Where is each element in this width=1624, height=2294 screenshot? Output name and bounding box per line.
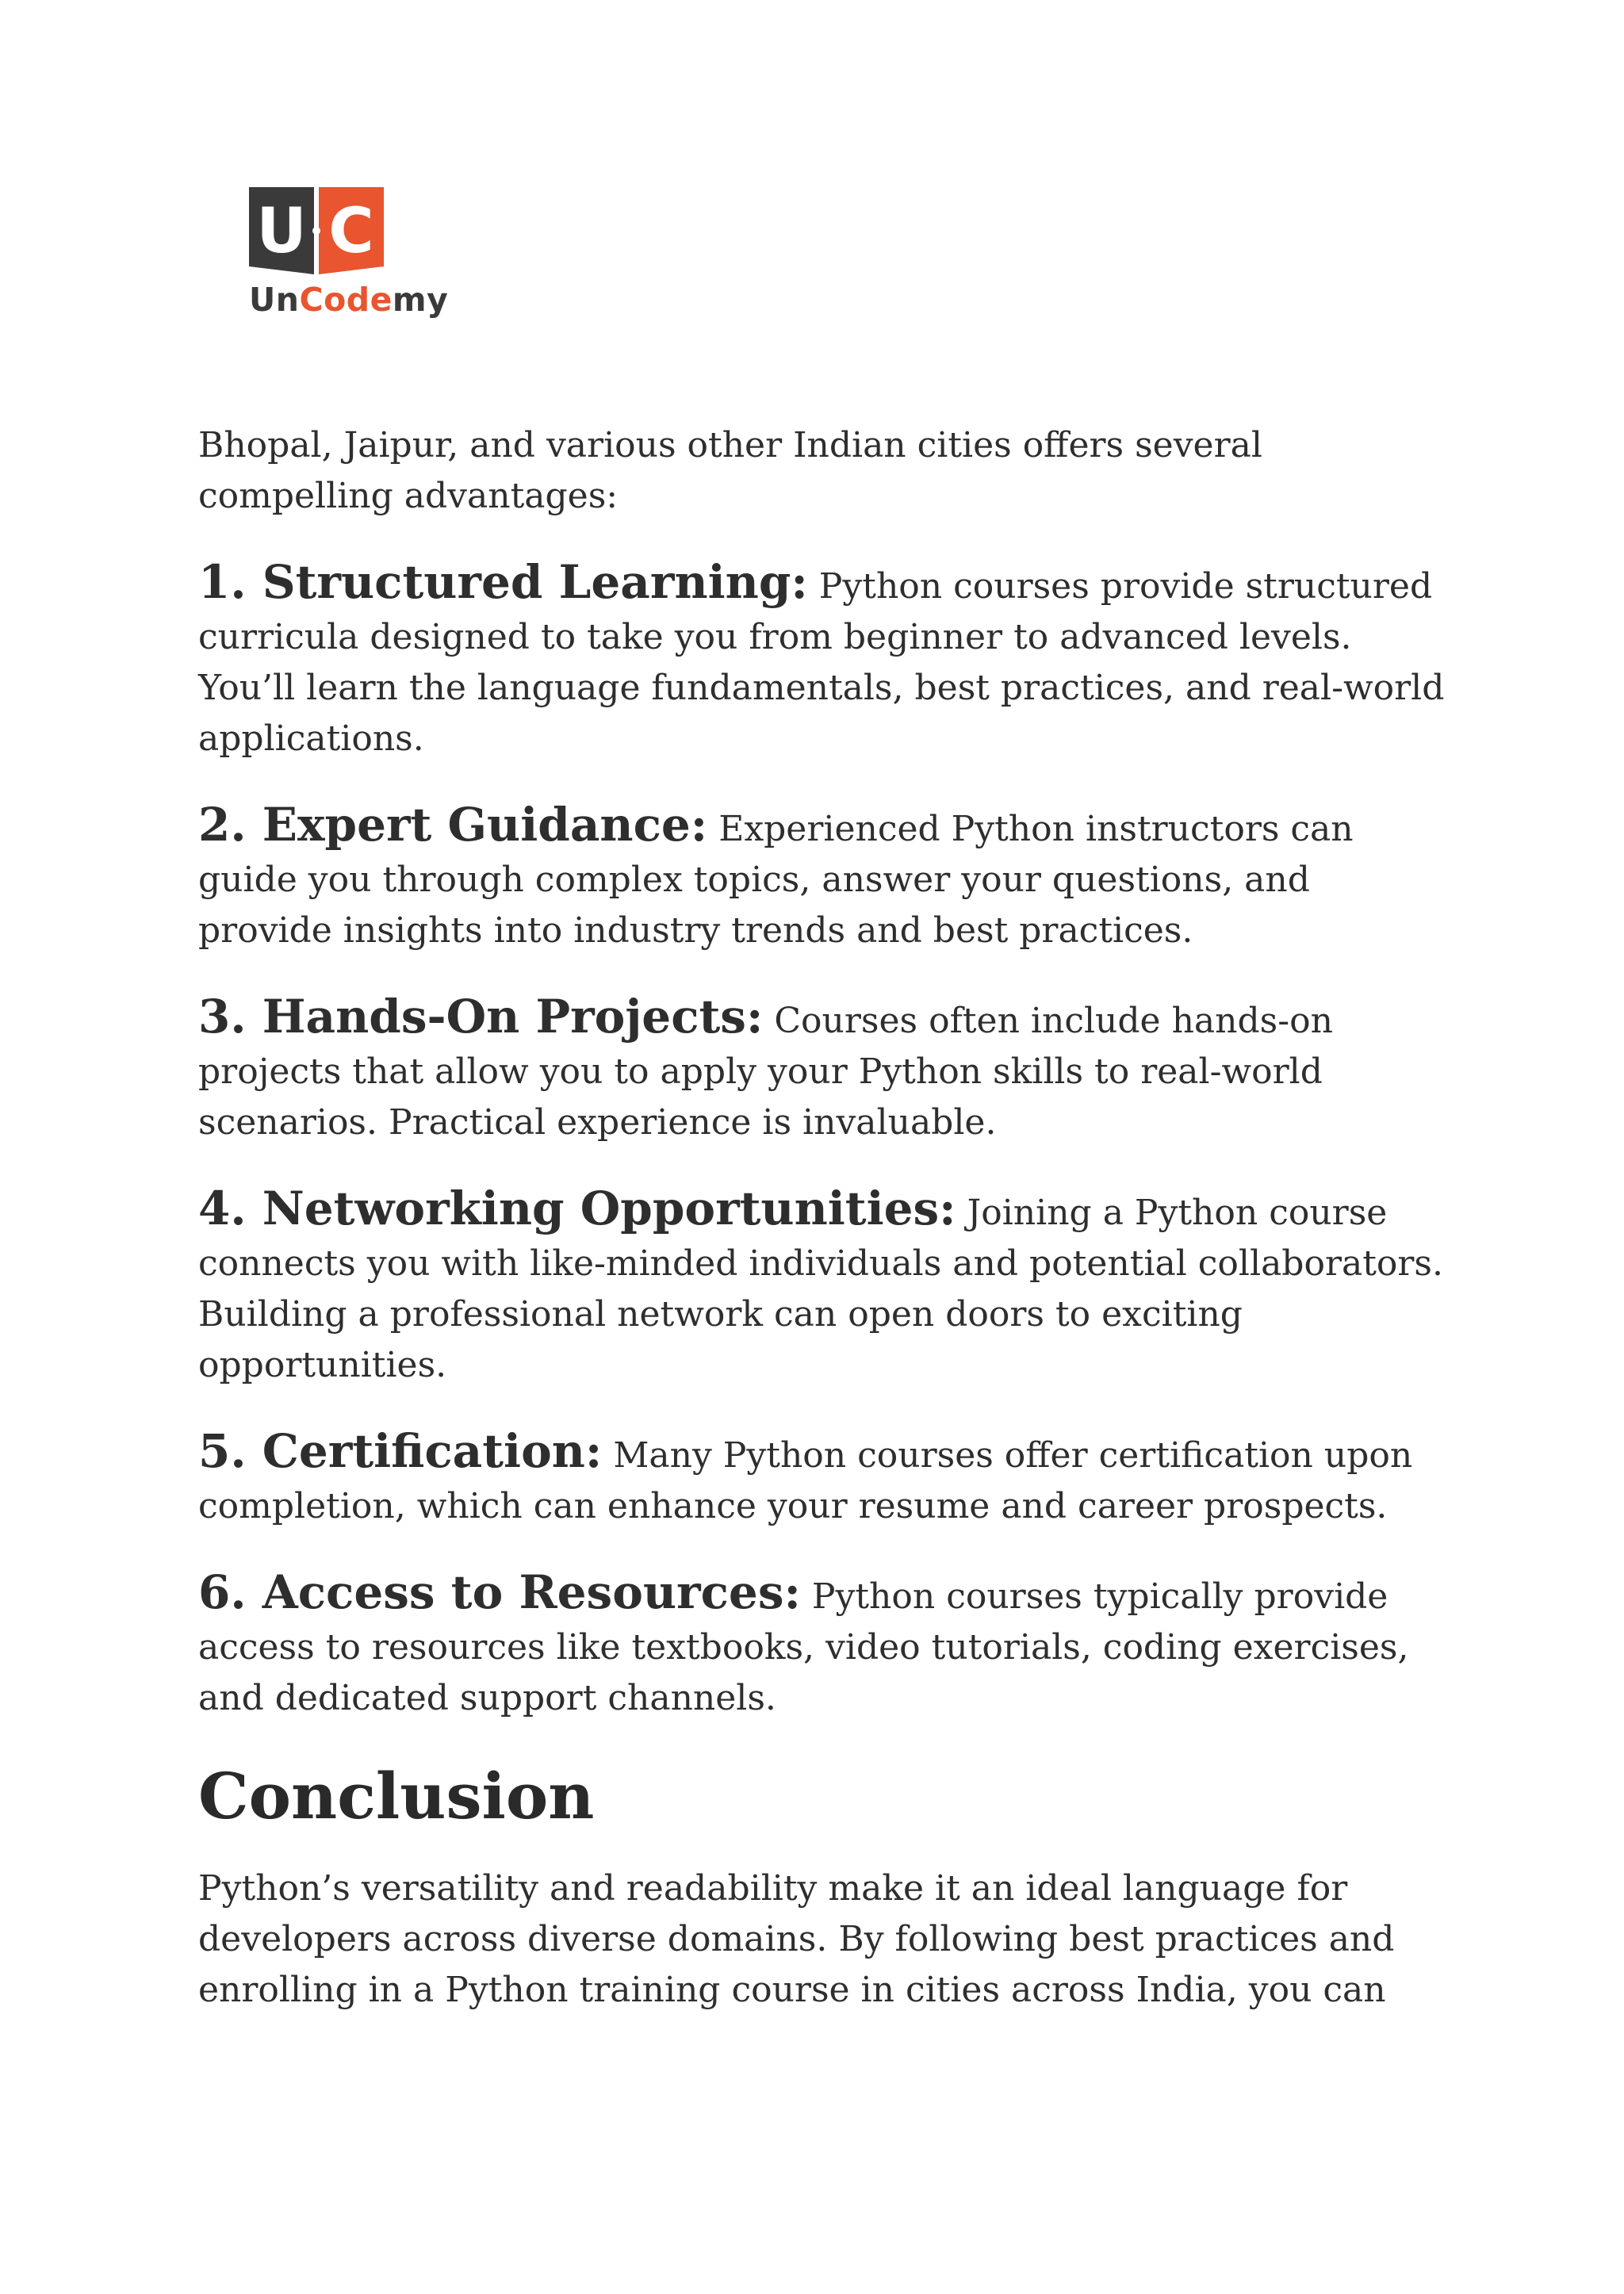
point-certification [198,1426,1451,1532]
logo-word-part1: Un [249,281,300,319]
point-text: Python courses typically provide access to resources like textbooks, video tutorials, coding exercises, and dedicated support channels. [198,1576,1409,1718]
point-expert-guidance [198,799,1451,956]
point-title: 4. Networking Opportunities: [198,1181,956,1235]
intro-paragraph: Bhopal, Jaipur, and various other Indian cities offers several compelling advantages: [198,425,1262,516]
logo-word-part2: Code [299,281,393,319]
point-title: 3. Hands-On Projects: [198,990,764,1044]
logo-word-part3: my [392,281,449,319]
point-structured-learning [198,557,1451,764]
uncodemy-logo [249,187,471,330]
document-body [198,420,1451,2016]
point-title: 2. Expert Guidance: [198,798,708,852]
monogram-right-letter: C [328,196,374,267]
point-access-to-resources [198,1567,1451,1724]
point-text: Joining a Python course connects you with like-minded individuals and potential collaborators. Building a professional network can open doors to exciting opportunities. [198,1193,1443,1385]
point-title: 5. Certification: [198,1424,603,1478]
logo-wordmark [249,281,471,319]
point-text: Python courses provide structured curricula designed to take you from beginner to advanced levels. You’ll learn the language fundamentals, best practices, and real-world applications. [198,566,1445,759]
monogram-left-letter: U [256,196,307,267]
point-hands-on-projects [198,991,1451,1148]
point-title: 6. Access to Resources: [198,1565,801,1619]
point-title: 1. Structured Learning: [198,555,808,609]
point-text: Many Python courses offer certification upon completion, which can enhance your resume and career prospects. [198,1435,1413,1526]
point-networking-opportunities [198,1183,1451,1391]
conclusion-heading: Conclusion [198,1759,595,1833]
uc-monogram-icon [249,187,384,274]
conclusion-paragraph: Python’s versatility and readability make it an ideal language for developers across diverse domains. By following best practices and enrolling in a Python training course in cities across India, you can [198,1868,1395,2010]
point-text: Experienced Python instructors can guide you through complex topics, answer your questions, and provide insights into industry trends and best practices. [198,809,1354,951]
point-text: Courses often include hands-on projects that allow you to apply your Python skills to real-world scenarios. Practical experience is invaluable. [198,1001,1333,1143]
